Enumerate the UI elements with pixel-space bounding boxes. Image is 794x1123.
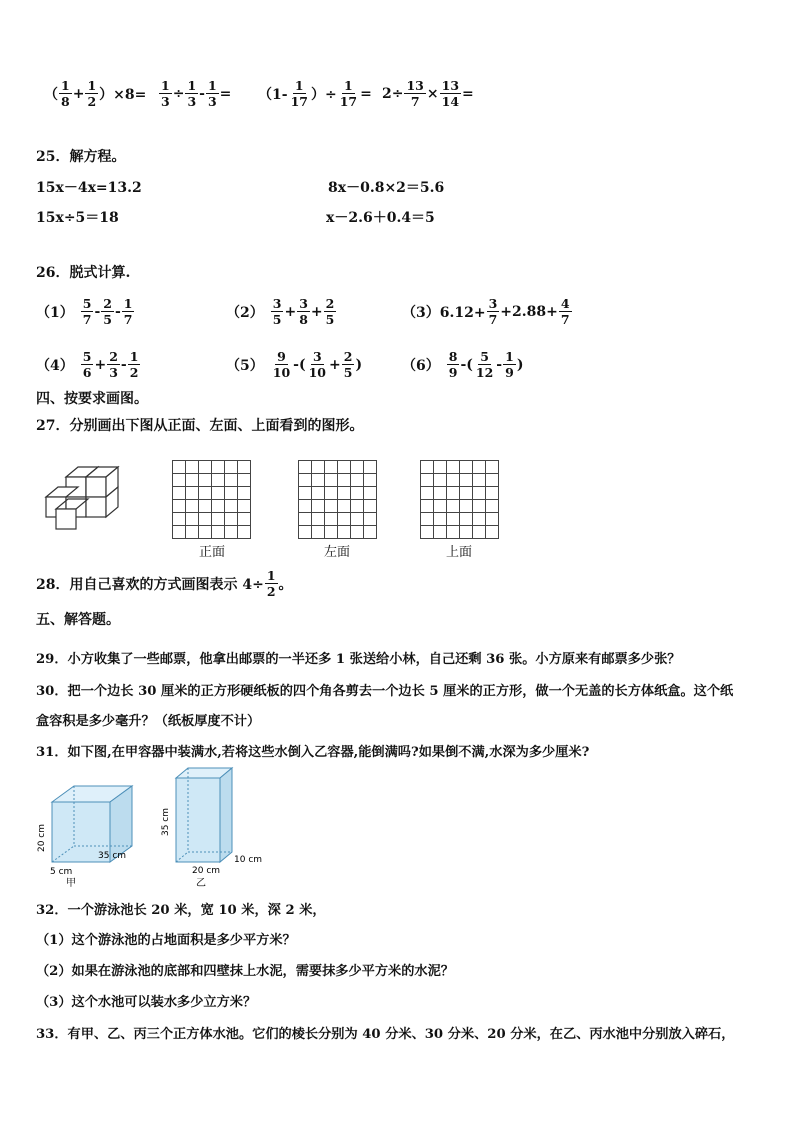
section-5-heading: 五、解答题。 [36, 612, 120, 628]
fraction: $\frac{1}{2}$ [87, 78, 97, 109]
text: 2÷ [382, 85, 404, 102]
yi-height-label: 35 cm [161, 807, 171, 837]
text: （ [44, 86, 58, 103]
fraction: $\frac{2}{5}$ [103, 296, 112, 327]
label: （2） [226, 304, 264, 321]
fraction: $\frac{5}{7}$ [82, 296, 92, 327]
q25-equation-3: 15x÷5＝18 [36, 210, 119, 226]
fraction: $\frac{1}{7}$ [123, 296, 133, 327]
q33-question: 33．有甲、乙、丙三个正方体水池。它们的棱长分别为 40 分米、30 分米、20 分米，在乙、丙水池中分别放入碎石， [36, 1027, 735, 1042]
q29-question: 29．小方收集了一些邮票，他拿出邮票的一半还多 1 张送给小林，自己还剩 36 张。小方原来有邮票多少张？ [36, 652, 681, 667]
q31-title: 31．如下图,在甲容器中装满水,若将这些水倒入乙容器,能倒满吗?如果倒不满,水深为多少厘米? [36, 745, 590, 760]
fraction: $\frac{3}{7}$ [488, 296, 498, 327]
fraction: $\frac{1}{17}$ [290, 78, 308, 109]
fraction: $\frac{1}{3}$ [187, 78, 197, 109]
fraction: $\frac{3}{10}$ [308, 349, 326, 380]
q26-problem-1 [36, 296, 135, 327]
calc-expr-1 [44, 78, 146, 109]
grid-top-view[interactable] [420, 460, 500, 540]
q25-equation-1: 15x－4x=13.2 [36, 180, 142, 196]
text: （1- [258, 86, 288, 103]
jia-length-label: 35 cm [98, 851, 127, 861]
fraction: $\frac{5}{12}$ [475, 349, 494, 380]
text: ）÷ [310, 86, 337, 103]
q28-question [36, 568, 293, 599]
operator: × [426, 85, 439, 102]
q30-question-line1: 30．把一个边长 30 厘米的正方形硬纸板的四个角各剪去一个边长 5 厘米的正方形，做一个无盖的长方体纸盒。这个纸 [36, 684, 734, 699]
text: = [219, 85, 232, 102]
containers-figure [36, 764, 276, 890]
text: 28．用自己喜欢的方式画图表示 4÷ [36, 576, 264, 593]
fraction: $\frac{1}{3}$ [161, 78, 170, 109]
fraction: $\frac{3}{5}$ [272, 296, 282, 327]
q25-title: 25．解方程。 [36, 149, 126, 165]
calc-expr-4 [382, 78, 474, 109]
grid-label-left: 左面 [324, 545, 351, 560]
fraction: $\frac{2}{5}$ [325, 296, 335, 327]
text: 。 [278, 576, 293, 593]
fraction: $\frac{8}{9}$ [448, 349, 458, 380]
q26-problem-6 [402, 349, 523, 380]
fraction: $\frac{1}{8}$ [61, 78, 70, 109]
operator: + [72, 85, 85, 102]
q30-question-line2: 盒容积是多少毫升？（纸板厚度不计） [36, 714, 261, 729]
operator: + [94, 356, 107, 373]
q32-sub-3: （3）这个水池可以装水多少立方米？ [36, 995, 257, 1010]
fraction: $\frac{2}{5}$ [343, 349, 353, 380]
yi-width-label: 10 cm [234, 855, 263, 865]
cube-stack-figure [40, 465, 130, 533]
jia-height-label: 20 cm [37, 823, 47, 853]
q27-title: 27．分别画出下图从正面、左面、上面看到的图形。 [36, 418, 364, 434]
container-yi [176, 768, 232, 862]
calc-expr-2 [158, 78, 231, 109]
fraction: $\frac{1}{9}$ [505, 349, 514, 380]
calc-expr-3 [258, 78, 372, 109]
operator: - [120, 356, 127, 373]
operator: - [496, 356, 503, 373]
text: ) [516, 356, 524, 373]
fraction: $\frac{1}{17}$ [339, 78, 358, 109]
text: = [360, 85, 372, 102]
q26-title: 26．脱式计算. [36, 265, 131, 281]
operator: + [310, 303, 323, 320]
jia-width-label: 5 cm [50, 867, 73, 877]
fraction: $\frac{2}{3}$ [109, 349, 118, 380]
grid-label-front: 正面 [199, 545, 226, 560]
label: （6） [402, 357, 440, 374]
text: ）×8= [99, 86, 147, 103]
fraction: $\frac{13}{14}$ [441, 78, 460, 109]
operator: + [284, 303, 297, 320]
operator: + [329, 356, 341, 373]
grid-left-view[interactable] [298, 460, 378, 540]
operator: ÷ [172, 85, 185, 102]
q26-problem-4 [36, 349, 141, 380]
q25-equation-4: x－2.6＋0.4＝5 [326, 210, 435, 226]
fraction: $\frac{1}{3}$ [207, 78, 217, 109]
label: （3）6.12+ [402, 304, 486, 321]
fraction: $\frac{9}{10}$ [272, 349, 291, 380]
operator: - [199, 85, 205, 102]
grid-label-top: 上面 [446, 545, 473, 560]
q25-equation-2: 8x－0.8×2＝5.6 [328, 180, 445, 196]
q26-problem-2 [226, 296, 337, 327]
section-4-heading: 四、按要求画图。 [36, 391, 148, 407]
q26-problem-3 [402, 296, 573, 327]
q26-problem-5 [226, 349, 362, 380]
fraction: $\frac{1}{2}$ [129, 349, 139, 380]
q32-title: 32．一个游泳池长 20 米，宽 10 米，深 2 米， [36, 903, 326, 918]
yi-length-label: 20 cm [192, 866, 221, 876]
text: -( [293, 356, 306, 373]
q32-sub-1: （1）这个游泳池的占地面积是多少平方米？ [36, 933, 296, 948]
fraction: $\frac{3}{8}$ [299, 296, 308, 327]
grid-front-view[interactable] [172, 460, 252, 540]
operator: - [94, 303, 101, 320]
fraction: $\frac{1}{2}$ [266, 568, 276, 599]
fraction: $\frac{13}{7}$ [406, 78, 424, 109]
fraction: $\frac{5}{6}$ [82, 349, 92, 380]
jia-name-label: 甲 [66, 878, 76, 889]
operator: - [114, 303, 121, 320]
label: （1） [36, 304, 74, 321]
text: = [462, 85, 474, 102]
q32-sub-2: （2）如果在游泳池的底部和四壁抹上水泥，需要抹多少平方米的水泥？ [36, 964, 454, 979]
text: +2.88+ [500, 303, 558, 320]
label: （4） [36, 357, 74, 374]
fraction: $\frac{4}{7}$ [560, 296, 570, 327]
yi-name-label: 乙 [196, 878, 206, 889]
label: （5） [226, 357, 264, 374]
text: -( [460, 356, 473, 373]
text: ) [355, 356, 363, 373]
